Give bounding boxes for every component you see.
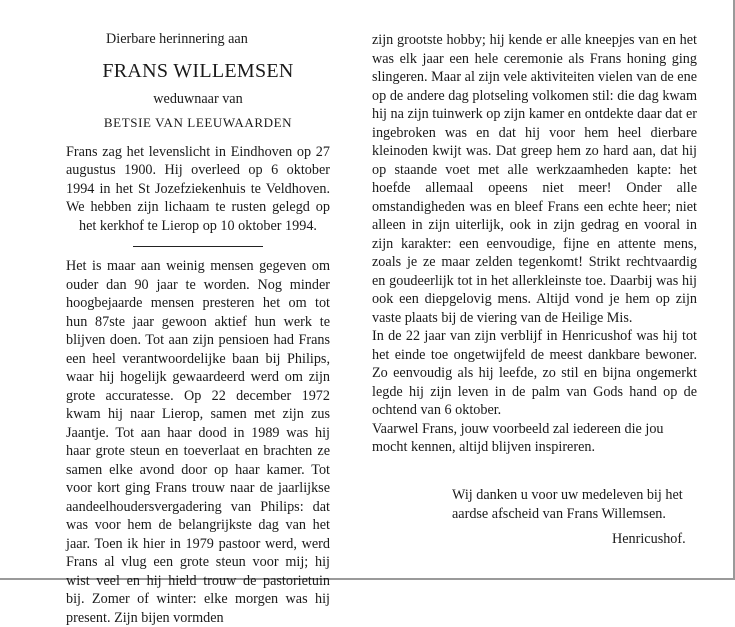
right-column <box>372 31 697 457</box>
intro-line: Dierbare herinnering aan <box>106 31 248 47</box>
right-paragraph-3: Vaarwel Frans, jouw voorbeeld zal iedereen die jou mocht kennen, altijd blijven inspireren. <box>372 420 664 455</box>
left-body-text: Het is maar aan weinig mensen gegeven om ouder dan 90 jaar te worden. Nog minder hoogbejaarde mensen presteren het om tot hun 87ste jaar gewoon aktief hun werk te blijven doen. Tot aan zijn pensioen had Frans een heel verantwoordelijke baan bij Philips, waar hij hogelijk gewaardeerd werd om zijn grote accuratesse. Op 22 december 1972 kwam hij naar Lierop, samen met zijn zus Jaantje. Tot aan haar dood in 1989 was hij haar grote steun en toeverlaat en brachten ze samen elke avond door op haar kamer. Tot voor kort ging Frans trouw naar de jaarlijkse aandeelhoudersvergadering van Philips: dat was voor hem de belangrijkste dag van het jaar. Toen ik hier in 1979 pastoor werd, werd Frans al vlug een grote steun voor mij; hij wist veel en hij hield trouw de pastorietuin bij. Zomer of winter: elke morgen was hij present. Zijn bijen vormden <box>66 258 330 626</box>
widower-line: weduwnaar van <box>153 90 243 107</box>
left-column <box>66 30 330 627</box>
right-paragraph-2: In de 22 jaar van zijn verblijf in Henricushof was hij tot het einde toe ongetwijfeld de meest dankbare bewoner. Zo eenvoudig als hij leefde, zo stil en bijna ongemerkt legde hij zijn leven in de palm van Gods hand op de ochtend van 6 oktober. <box>372 328 697 418</box>
divider-rule <box>133 246 263 247</box>
bio-paragraph: Frans zag het levenslicht in Eindhoven op 27 augustus 1900. Hij overleed op 6 oktober 1994 in het St Jozefziekenhuis te Veldhoven. We hebben zijn lichaam te rusten gelegd op het kerkhof te Lierop op 10 oktober 1994. <box>66 143 330 234</box>
signature: Henricushof. <box>612 531 686 547</box>
spouse-name: BETSIE VAN LEEUWAARDEN <box>103 115 293 130</box>
deceased-name: FRANS WILLEMSEN <box>102 59 294 82</box>
right-paragraph-1: zijn grootste hobby; hij kende er alle kneepjes van en het was elk jaar een hele ceremonie als Frans honing ging slingeren. Maar al zijn vele aktiviteiten vielen van de ene op de andere dag plotseling volkomen stil: die dag kwam hij na zijn tuinwerk op zijn kamer en ontdekte daar dat er ingebroken was en dat hij voor hem heel dierbare kleinoden kwijt was. Dat greep hem zo hard aan, dat hij op staande voet met alle werkzaamheden kapte: het hoefde allemaal opeens niet meer! Onder alle omstandigheden was en bleef Frans een echte heer; niet alleen in zijn uiterlijk, ook in zijn gedrag en vooral in zijn karakter: een eenvoudige, fijne en attente mens, zoals je ze maar zelden tegenkomt! Strikt rechtvaardig en goudeerlijk tot in het allerkleinste toe. Daarbij was hij ook een diepgelovig mens. Altijd vond je hem op zijn vaste plaats bij de viering van de Heilige Mis. <box>372 32 698 326</box>
thanks-text: Wij danken u voor uw medeleven bij het aardse afscheid van Frans Willemsen. <box>452 487 683 522</box>
